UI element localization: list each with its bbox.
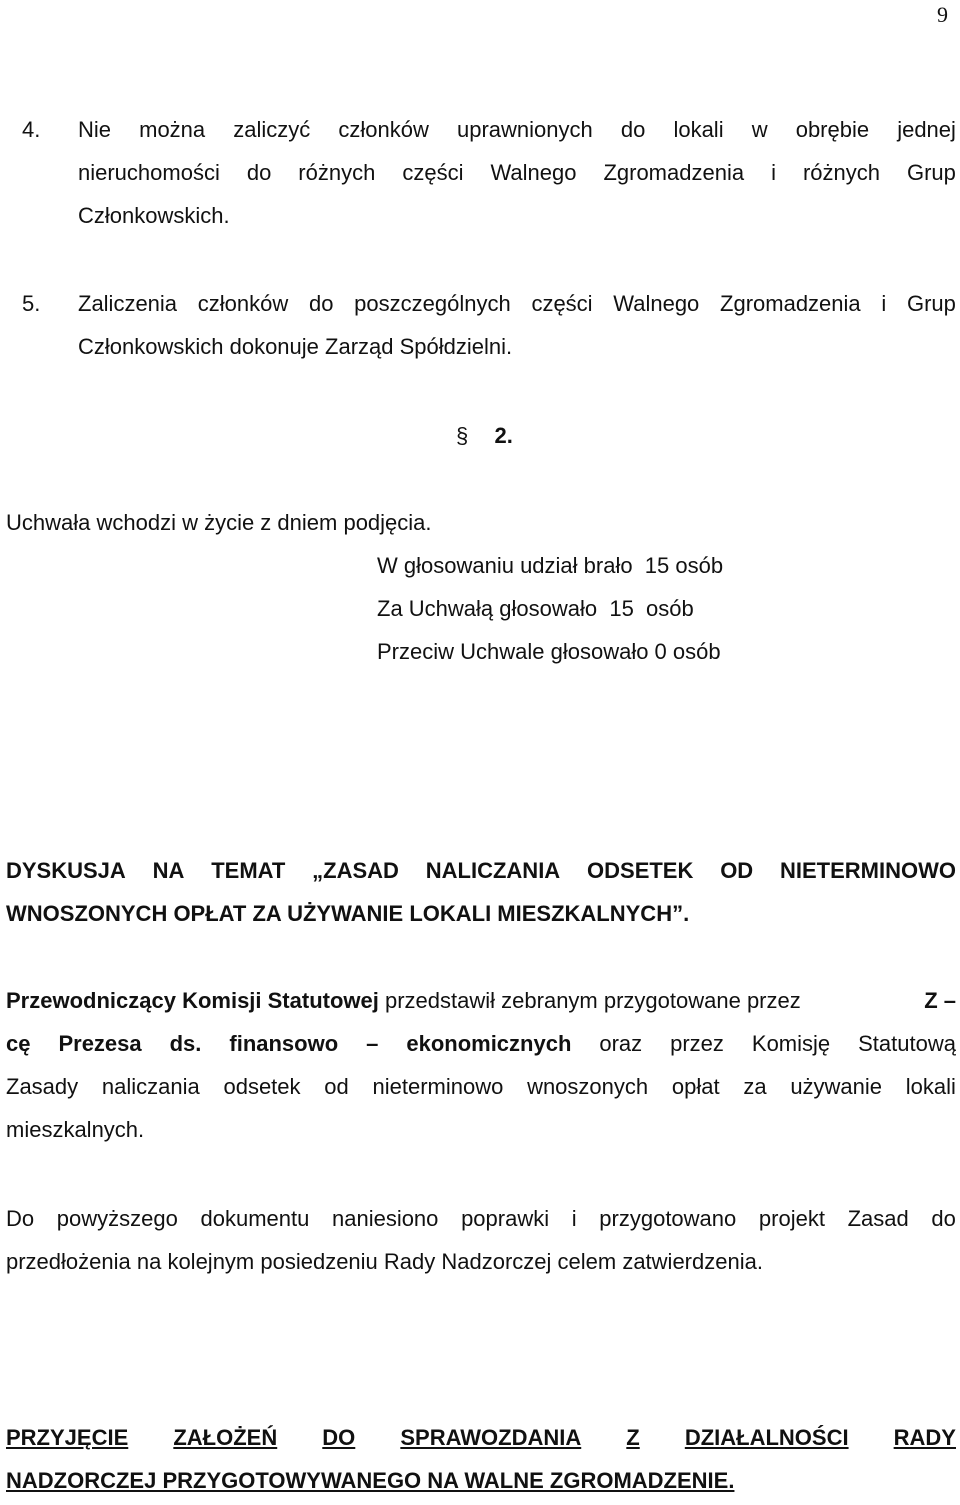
- adoption-heading-line: [6, 1416, 956, 1459]
- word: przez: [670, 1031, 724, 1056]
- page-number: 9: [937, 2, 948, 27]
- vote-results: [377, 544, 723, 673]
- word: części: [402, 160, 464, 185]
- word: Walnego: [613, 291, 700, 316]
- word: różnych: [802, 160, 880, 185]
- list-item-line: [78, 108, 956, 151]
- paragraph-text: przedstawił zebranym przygotowane przez: [385, 988, 801, 1013]
- word: ODSETEK: [587, 858, 694, 883]
- word: nieruchomości: [78, 160, 220, 185]
- word: i: [571, 1206, 577, 1231]
- resolution-effective-text: Uchwała wchodzi w życie z dniem podjęcia.: [6, 510, 432, 535]
- paragraph-line: [6, 1022, 956, 1065]
- vote-for: Za Uchwałą głosowało 15 osób: [377, 596, 694, 621]
- word: naliczania: [101, 1074, 200, 1099]
- word: cę: [6, 1031, 31, 1056]
- word: PRZYJĘCIE: [6, 1425, 129, 1450]
- list-item-5: [22, 282, 956, 368]
- word: powyższego: [56, 1206, 178, 1231]
- word: Do: [6, 1206, 35, 1231]
- vote-against: Przeciw Uchwale głosowało 0 osób: [377, 639, 721, 664]
- word: za: [743, 1074, 767, 1099]
- word: opłat: [671, 1074, 720, 1099]
- vote-participated: W głosowaniu udział brało 15 osób: [377, 553, 724, 578]
- word: wnoszonych: [527, 1074, 649, 1099]
- word: finansowo: [229, 1031, 339, 1056]
- list-item-line: Członkowskich.: [78, 203, 230, 228]
- word: Walnego: [490, 160, 577, 185]
- word: Z: [626, 1425, 640, 1450]
- word: Grup: [906, 160, 956, 185]
- word: części: [531, 291, 593, 316]
- list-item-line: [78, 151, 956, 194]
- word: zaliczyć: [233, 117, 311, 142]
- word: DZIAŁALNOŚCI: [684, 1425, 849, 1450]
- word: naniesiono: [331, 1206, 439, 1231]
- adoption-heading-line: NADZORCZEJ PRZYGOTOWYWANEGO NA WALNE ZGROMADZENIE.: [6, 1468, 735, 1493]
- word: OD: [720, 858, 754, 883]
- word: projekt: [758, 1206, 825, 1231]
- word: członków: [197, 291, 289, 316]
- word: ZAŁOŻEŃ: [173, 1425, 278, 1450]
- discussion-heading-line: WNOSZONYCH OPŁAT ZA UŻYWANIE LOKALI MIESZKALNYCH”.: [6, 901, 690, 926]
- word: Nie: [78, 117, 112, 142]
- word: przygotowano: [599, 1206, 737, 1231]
- word: do: [308, 291, 334, 316]
- word: poszczególnych: [354, 291, 511, 316]
- section-number: 2.: [494, 423, 513, 448]
- word: Zaliczenia: [78, 291, 178, 316]
- list-item-number: 4.: [22, 117, 41, 142]
- amendments-paragraph: [6, 1197, 956, 1283]
- word: Zasady: [6, 1074, 79, 1099]
- word: RADY: [893, 1425, 956, 1450]
- word: SPRAWOZDANIA: [400, 1425, 582, 1450]
- word: Grup: [906, 291, 956, 316]
- word: ds.: [169, 1031, 202, 1056]
- section-symbol: §: [456, 423, 469, 448]
- word: lokali: [905, 1074, 956, 1099]
- chairman-title: Przewodniczący Komisji Statutowej: [6, 988, 379, 1013]
- word: różnych: [298, 160, 376, 185]
- word: do: [246, 160, 272, 185]
- list-item-4: [22, 108, 956, 237]
- paragraph-line: mieszkalnych.: [6, 1117, 145, 1142]
- paragraph-line: przedłożenia na kolejnym posiedzeniu Rady Nadzorczej celem zatwierdzenia.: [6, 1249, 763, 1274]
- paragraph-line: [6, 1065, 956, 1108]
- word: Statutową: [858, 1031, 956, 1056]
- word: obrębie: [795, 117, 870, 142]
- word: lokali: [673, 117, 724, 142]
- paragraph-text: Z –: [924, 988, 956, 1013]
- word: –: [366, 1031, 379, 1056]
- word: Prezesa: [58, 1031, 142, 1056]
- word: odsetek: [223, 1074, 301, 1099]
- word: „ZASAD: [312, 858, 399, 883]
- paragraph-line: [6, 1197, 956, 1240]
- word: ekonomicznych: [406, 1031, 572, 1056]
- discussion-heading: [6, 849, 956, 935]
- word: DO: [322, 1425, 356, 1450]
- word: od: [324, 1074, 349, 1099]
- word: Zgromadzenia: [720, 291, 861, 316]
- word: używanie: [790, 1074, 883, 1099]
- word: można: [139, 117, 206, 142]
- word: do: [620, 117, 646, 142]
- word: NA: [152, 858, 185, 883]
- word: uprawnionych: [457, 117, 593, 142]
- word: Komisję: [751, 1031, 831, 1056]
- discussion-heading-line: [6, 849, 956, 892]
- word: NALICZANIA: [425, 858, 561, 883]
- word: oraz: [599, 1031, 643, 1056]
- word: do: [931, 1206, 956, 1231]
- word: członków: [338, 117, 429, 142]
- word: poprawki: [461, 1206, 550, 1231]
- adoption-heading: [6, 1416, 956, 1502]
- list-item-line: Członkowskich dokonuje Zarząd Spółdzielni.: [78, 334, 513, 359]
- word: DYSKUSJA: [6, 858, 126, 883]
- word: Zasad: [847, 1206, 909, 1231]
- paragraph-line: [6, 979, 956, 1022]
- section-heading: [456, 414, 513, 457]
- word: w: [751, 117, 768, 142]
- word: dokumentu: [200, 1206, 310, 1231]
- word: TEMAT: [211, 858, 286, 883]
- list-item-line: [78, 282, 956, 325]
- chairman-paragraph: [6, 979, 956, 1151]
- word: jednej: [897, 117, 956, 142]
- word: NIETERMINOWO: [780, 858, 956, 883]
- word: Zgromadzenia: [603, 160, 745, 185]
- word: i: [881, 291, 887, 316]
- word: i: [771, 160, 776, 185]
- word: nieterminowo: [372, 1074, 504, 1099]
- list-item-number: 5.: [22, 291, 41, 316]
